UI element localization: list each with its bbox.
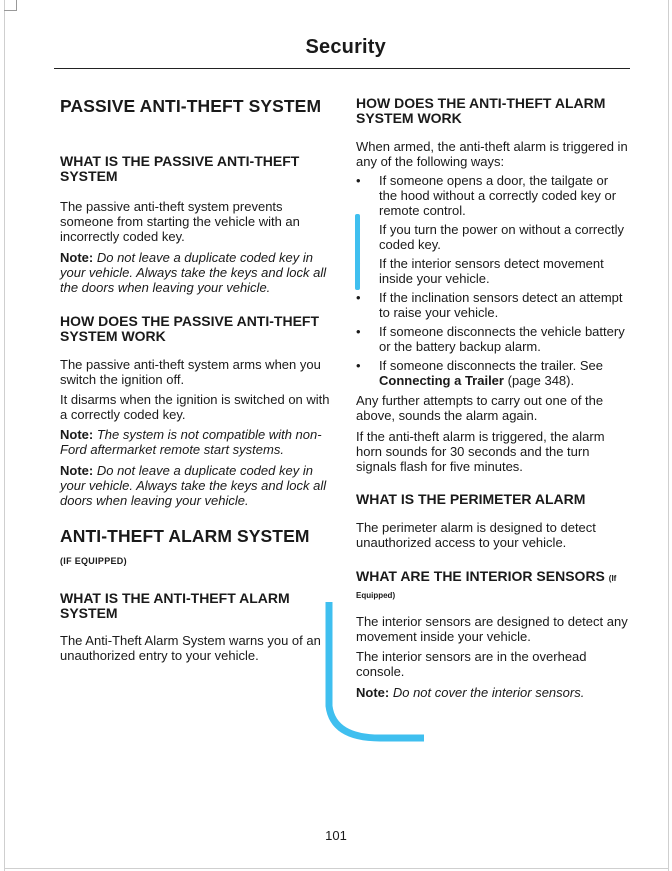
list-item: • If someone disconnects the trailer. See Connecting a Trailer (page 348). <box>356 358 604 388</box>
bullet-icon: • <box>356 358 361 373</box>
paragraph-disarms: It disarms when the ignition is switched on with a correctly coded key. <box>60 392 330 422</box>
section-title-alarm-system: ANTI-THEFT ALARM SYSTEM <box>60 526 310 546</box>
paragraph-alarm-intro: When armed, the anti-theft alarm is triggered in any of the following ways: <box>356 139 628 169</box>
page-number: 101 <box>325 828 347 843</box>
paragraph-perimeter: The perimeter alarm is designed to detect unauthorized access to your vehicle. <box>356 520 596 550</box>
bullet-icon: • <box>356 173 361 188</box>
list-item: If the interior sensors detect movement inside your vehicle. <box>356 256 628 286</box>
heading-how-alarm-works: HOW DOES THE ANTI-THEFT ALARM SYSTEM WORK <box>356 95 606 126</box>
paragraph-interior-location: The interior sensors are in the overhead console. <box>356 649 587 679</box>
paragraph-further-attempts: Any further attempts to carry out one of the above, sounds the alarm again. <box>356 393 604 423</box>
paragraph-alarm-triggered: If the anti-theft alarm is triggered, the alarm horn sounds for 30 seconds and the turn signals flash for five minutes. <box>356 429 605 474</box>
paragraph-interior-detect: The interior sensors are designed to detect any movement inside your vehicle. <box>356 614 628 644</box>
bullet-icon: • <box>356 324 361 339</box>
heading-what-is-passive: WHAT IS THE PASSIVE ANTI-THEFT SYSTEM <box>60 153 300 184</box>
note-text: Do not leave a duplicate coded key in your vehicle. Always take the keys and lock all the doors when leaving your vehicle. <box>60 250 327 295</box>
note-text: Do not leave a duplicate coded key in your vehicle. Always take the keys and lock all doors when leaving your vehicle. <box>60 463 327 508</box>
heading-how-passive-works: HOW DOES THE PASSIVE ANTI-THEFT SYSTEM WORK <box>60 313 320 344</box>
note-label: Note: <box>60 427 94 442</box>
list-item: • If someone disconnects the vehicle battery or the battery backup alarm. <box>356 324 625 354</box>
heading-perimeter-alarm: WHAT IS THE PERIMETER ALARM <box>356 491 586 507</box>
paragraph-arms: The passive anti-theft system arms when you switch the ignition off. <box>60 357 321 387</box>
heading-what-is-alarm: WHAT IS THE ANTI-THEFT ALARM SYSTEM <box>60 590 290 621</box>
note-label: Note: <box>60 463 94 478</box>
note-text: The system is not compatible with non-Ford aftermarket remote start systems. <box>60 427 322 457</box>
section-title-passive-anti-theft: PASSIVE ANTI-THEFT SYSTEM <box>60 96 322 116</box>
paragraph-what-is-passive: The passive anti-theft system prevents someone from starting the vehicle with an incorrectly coded key. <box>60 199 300 244</box>
note-label: Note: <box>356 685 390 700</box>
link-connecting-trailer[interactable]: Connecting a Trailer <box>379 373 504 388</box>
heading-interior-sensors: WHAT ARE THE INTERIOR SENSORS (If Equipped) <box>356 568 617 600</box>
note-text: Do not cover the interior sensors. <box>392 685 585 700</box>
note-label: Note: <box>60 250 94 265</box>
if-equipped-label: (IF EQUIPPED) <box>60 556 127 566</box>
list-item: If you turn the power on without a correctly coded key. <box>356 222 628 252</box>
if-equipped-label: (If Equipped) <box>356 574 617 600</box>
paragraph-what-is-alarm: The Anti-Theft Alarm System warns you of an unauthorized entry to your vehicle. <box>60 633 321 663</box>
list-item: • If someone opens a door, the tailgate or the hood without a correctly coded key or remote control. <box>356 173 617 218</box>
list-item: • If the inclination sensors detect an attempt to raise your vehicle. <box>356 290 623 320</box>
bullet-icon: • <box>356 290 361 305</box>
page-header-title: Security <box>305 36 386 58</box>
